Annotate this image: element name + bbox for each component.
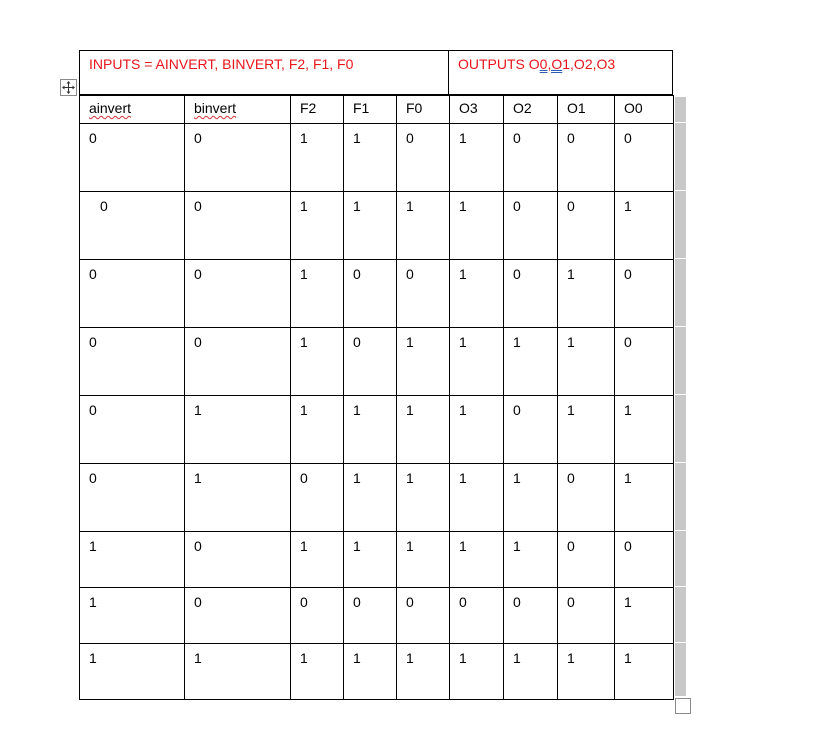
table-cell[interactable]: 1 [291, 328, 344, 396]
table-cell[interactable]: 1 [504, 644, 558, 700]
table-cell[interactable]: 0 [504, 588, 558, 644]
table-cell[interactable]: 1 [185, 644, 291, 700]
table-row [80, 328, 674, 396]
table-cell[interactable]: 0 [615, 260, 674, 328]
table-cell[interactable]: 1 [80, 588, 185, 644]
table-cell[interactable]: 1 [450, 532, 504, 588]
strip-divider [675, 586, 686, 587]
table-cell[interactable]: 1 [615, 396, 674, 464]
table-cell[interactable]: 1 [558, 260, 615, 328]
table-row [80, 644, 674, 700]
col-header-f0[interactable]: F0 [397, 96, 450, 124]
table-cell[interactable]: 1 [504, 328, 558, 396]
col-header-o3[interactable]: O3 [450, 96, 504, 124]
table-cell[interactable]: 0 [80, 260, 185, 328]
table-cell[interactable]: 0 [397, 124, 450, 192]
table-cell[interactable]: 1 [344, 396, 397, 464]
table-cell[interactable]: 0 [397, 588, 450, 644]
strip-divider [675, 530, 686, 531]
table-row [80, 588, 674, 644]
outputs-header-label: OUTPUTS O0,O1,O2,O3 [458, 56, 616, 72]
outputs-header-cell[interactable] [448, 50, 673, 95]
table-cell[interactable]: 0 [185, 532, 291, 588]
table-cell[interactable]: 0 [185, 192, 291, 260]
spelling-squiggle-text: ainvert [89, 100, 132, 116]
strip-divider [675, 394, 686, 395]
table-cell[interactable]: 0 [344, 588, 397, 644]
table-cell[interactable]: 0 [80, 464, 185, 532]
table-row [80, 124, 674, 192]
col-header-o1[interactable]: O1 [558, 96, 615, 124]
table-cell[interactable]: 0 [344, 328, 397, 396]
table-cell[interactable]: 1 [450, 124, 504, 192]
table-cell[interactable]: 1 [450, 328, 504, 396]
column-header-row [80, 96, 674, 124]
table-cell[interactable]: 1 [344, 464, 397, 532]
table-cell[interactable]: 1 [450, 464, 504, 532]
col-header-ainvert[interactable] [80, 96, 185, 124]
col-header-o0[interactable]: O0 [615, 96, 674, 124]
table-cell[interactable]: 1 [291, 124, 344, 192]
table-cell[interactable]: 0 [80, 328, 185, 396]
grammar-underline-span: 0,O [539, 56, 563, 72]
table-cell[interactable]: 1 [615, 464, 674, 532]
table-cell[interactable]: 1 [397, 328, 450, 396]
table-cell[interactable]: 1 [80, 532, 185, 588]
table-row [80, 396, 674, 464]
table-cell[interactable]: 0 [80, 192, 185, 260]
table-cell[interactable]: 1 [450, 192, 504, 260]
four-way-arrow-icon [62, 81, 75, 94]
table-cell[interactable]: 1 [344, 644, 397, 700]
table-row [80, 532, 674, 588]
table-cell[interactable]: 0 [504, 396, 558, 464]
col-header-f2[interactable]: F2 [291, 96, 344, 124]
table-cell[interactable]: 1 [291, 532, 344, 588]
table-cell[interactable]: 1 [450, 644, 504, 700]
table-cell[interactable]: 0 [185, 260, 291, 328]
table-cell[interactable]: 0 [291, 588, 344, 644]
table-cell[interactable]: 0 [344, 260, 397, 328]
table-cell[interactable]: 0 [450, 588, 504, 644]
table-cell[interactable]: 1 [80, 644, 185, 700]
table-cell[interactable]: 1 [397, 192, 450, 260]
table-move-handle[interactable] [60, 79, 77, 96]
table-cell[interactable]: 0 [615, 124, 674, 192]
col-header-binvert[interactable] [185, 96, 291, 124]
table-cell[interactable]: 1 [558, 396, 615, 464]
table-cell[interactable]: 0 [504, 260, 558, 328]
table-cell[interactable]: 0 [291, 464, 344, 532]
table-cell[interactable]: 1 [615, 192, 674, 260]
table-cell[interactable]: 0 [504, 192, 558, 260]
table-cell[interactable]: 0 [558, 588, 615, 644]
table-cell[interactable]: 1 [344, 124, 397, 192]
table-cell[interactable]: 1 [615, 588, 674, 644]
strip-divider [675, 462, 686, 463]
col-header-f1[interactable]: F1 [344, 96, 397, 124]
table-cell[interactable]: 0 [80, 396, 185, 464]
table-cell[interactable]: 0 [185, 328, 291, 396]
inputs-header-label: INPUTS = AINVERT, BINVERT, F2, F1, F0 [89, 56, 354, 72]
table-cell[interactable]: 1 [291, 396, 344, 464]
table-resize-handle[interactable] [675, 698, 691, 714]
table-cell[interactable]: 1 [344, 192, 397, 260]
table-cell[interactable]: 0 [558, 532, 615, 588]
table-cell[interactable]: 0 [397, 260, 450, 328]
table-cell[interactable]: 1 [615, 644, 674, 700]
table-cell[interactable]: 1 [558, 328, 615, 396]
table-cell[interactable]: 1 [344, 532, 397, 588]
table-cell[interactable]: 1 [397, 532, 450, 588]
row-selection-strip[interactable] [675, 97, 686, 696]
table-cell[interactable]: 0 [558, 124, 615, 192]
table-row [80, 192, 674, 260]
inputs-header-cell[interactable] [79, 50, 449, 95]
table-cell[interactable]: 0 [558, 192, 615, 260]
table-cell[interactable]: 1 [504, 532, 558, 588]
table-cell[interactable]: 1 [397, 644, 450, 700]
table-cell[interactable]: 1 [397, 396, 450, 464]
table-row [80, 260, 674, 328]
table-cell[interactable]: 1 [291, 192, 344, 260]
table-cell[interactable]: 1 [185, 464, 291, 532]
table-row [80, 464, 674, 532]
table-cell[interactable]: 0 [558, 464, 615, 532]
table-cell[interactable]: 0 [615, 328, 674, 396]
table-cell[interactable]: 0 [185, 124, 291, 192]
table-cell[interactable]: 0 [615, 532, 674, 588]
table-cell[interactable]: 1 [504, 464, 558, 532]
table-cell[interactable]: 1 [185, 396, 291, 464]
strip-divider [675, 642, 686, 643]
table-cell[interactable]: 0 [504, 124, 558, 192]
table-cell[interactable]: 1 [450, 396, 504, 464]
table-cell[interactable]: 0 [80, 124, 185, 192]
strip-divider [675, 122, 686, 123]
spelling-squiggle-text: binvert [194, 100, 237, 116]
table-cell[interactable]: 1 [450, 260, 504, 328]
table-cell[interactable]: 0 [185, 588, 291, 644]
col-header-o2[interactable]: O2 [504, 96, 558, 124]
strip-divider [675, 326, 686, 327]
truth-table [79, 95, 674, 700]
table-cell[interactable]: 1 [558, 644, 615, 700]
table-cell[interactable]: 1 [291, 644, 344, 700]
table-cell[interactable]: 1 [397, 464, 450, 532]
strip-divider [675, 258, 686, 259]
table-cell[interactable]: 1 [291, 260, 344, 328]
strip-divider [675, 190, 686, 191]
